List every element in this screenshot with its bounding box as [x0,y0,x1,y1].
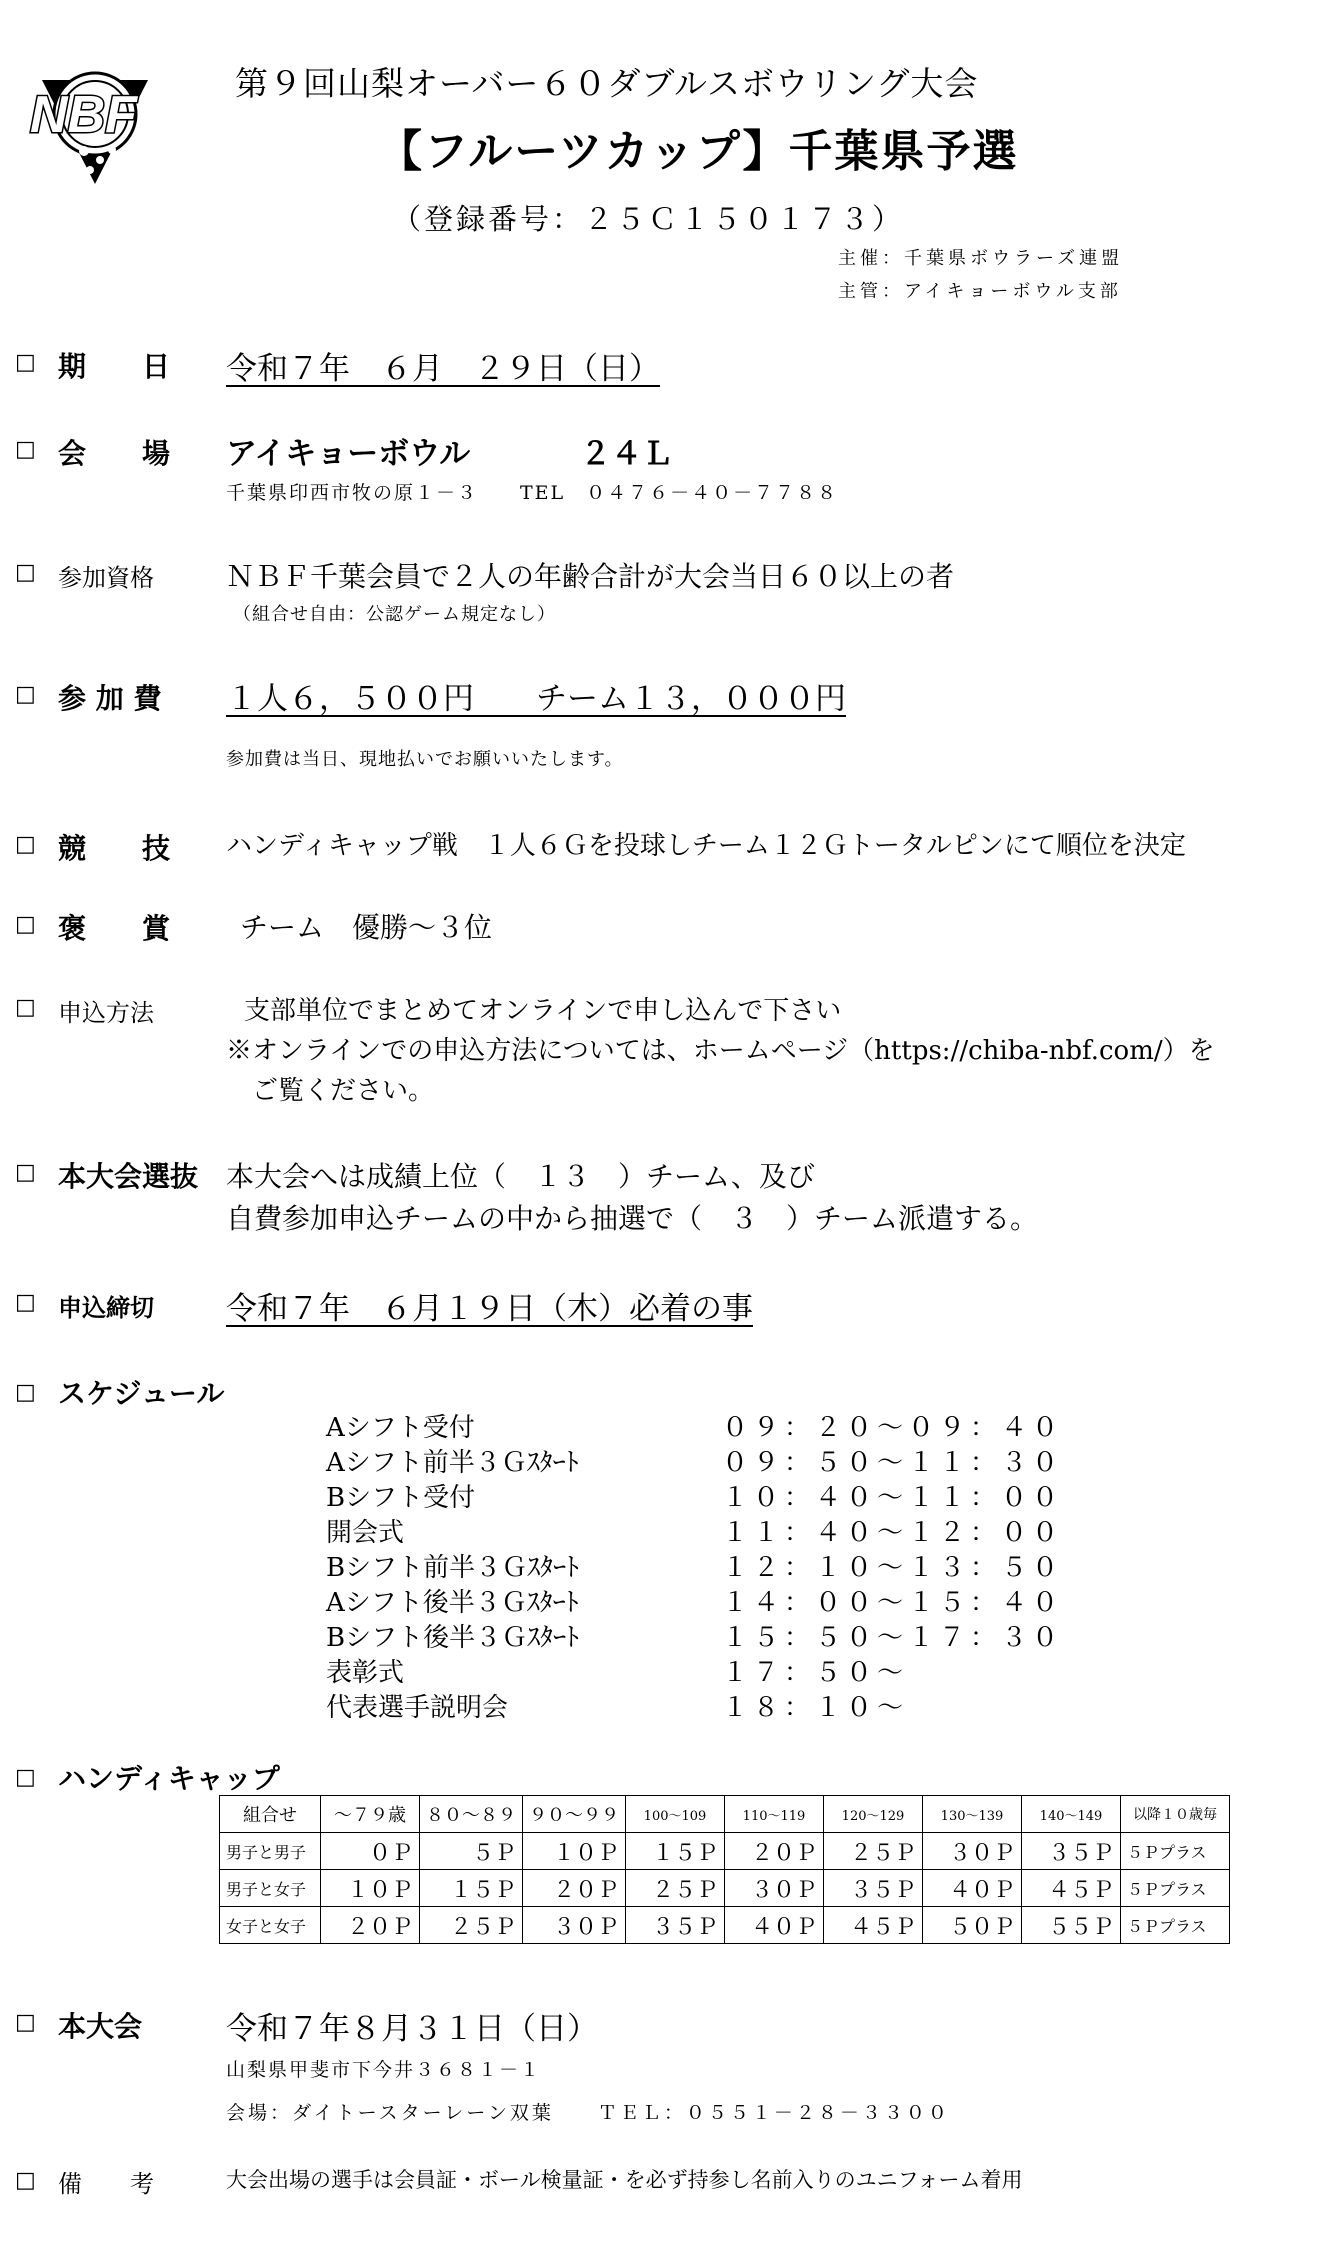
schedule-event: 開会式 [326,1518,405,1548]
checkbox-icon: □ [15,912,36,937]
main-tournament-venue: 会場：ダイトースターレーン双葉 ＴＥＬ：０５５１－２８－３３００ [226,2102,950,2124]
table-cell: ４５Ｐ [1022,1870,1121,1907]
schedule-event: Aシフト後半３Ｇｽﾀｰﾄ [326,1588,579,1618]
table-header-cell: 140～149 [1022,1796,1121,1833]
schedule-time: １４：００～１５：４０ [722,1588,1064,1618]
awards-value: チーム 優勝～３位 [240,911,493,944]
table-header-cell: 100～109 [626,1796,725,1833]
schedule-label: スケジュール [58,1377,225,1410]
table-cell: ５Ｐプラス [1121,1870,1230,1907]
schedule-time: １８：１０～ [722,1693,909,1723]
table-cell: ３５Ｐ [626,1907,725,1944]
main-tournament-date: 令和７年８月３１日（日） [226,2011,598,2047]
competition-value: ハンディキャップ戦 １人６Ｇを投球しチーム１２Ｇトータルピンにて順位を決定 [226,831,1186,861]
table-cell: ４５Ｐ [824,1907,923,1944]
table-cell: ２０Ｐ [523,1870,626,1907]
date-label: 期 日 [58,350,171,383]
table-cell: ３５Ｐ [824,1870,923,1907]
deadline-value: 令和７年 ６月１９日（木）必着の事 [226,1291,753,1327]
competition-label: 競 技 [58,832,171,865]
table-cell: ３５Ｐ [1022,1833,1121,1870]
eligibility-label: 参加資格 [58,564,154,592]
selection-line-1: 本大会へは成績上位（ １３ ）チーム、及び [226,1160,815,1193]
table-row [220,1907,1230,1944]
checkbox-icon: □ [15,1160,36,1185]
schedule-event: Bシフト受付 [326,1483,476,1513]
table-header-row [220,1796,1230,1833]
table-cell: １０Ｐ [523,1833,626,1870]
table-cell: 女子と女子 [220,1907,321,1944]
nbf-logo [20,52,165,192]
remarks-value: 大会出場の選手は会員証・ボール検量証・を必ず持参し名前入りのユニフォーム着用 [226,2168,1023,2192]
checkbox-icon: □ [15,1765,36,1790]
schedule-event: 表彰式 [326,1658,405,1688]
table-cell: ３０Ｐ [725,1870,824,1907]
date-value: 令和７年 ６月 ２９日（日） [226,351,660,387]
handicap-label: ハンディキャップ [58,1762,280,1795]
table-header-cell: 以降１０歳毎 [1121,1796,1230,1833]
schedule-event: Bシフト後半３Ｇｽﾀｰﾄ [326,1623,580,1653]
table-header-cell: ８０～８９ [420,1796,523,1833]
schedule-time: １２：１０～１３：５０ [722,1553,1064,1583]
table-header-cell: 120～129 [824,1796,923,1833]
table-cell: ３０Ｐ [923,1833,1022,1870]
table-cell: ２５Ｐ [420,1907,523,1944]
checkbox-icon: □ [15,350,36,375]
venue-name: アイキョーボウル [226,436,471,472]
eligibility-note: （組合せ自由：公認ゲーム規定なし） [233,604,556,625]
venue-lanes: ２４Ｌ [580,436,673,472]
title-line-2: 【フルーツカップ】千葉県予選 [378,126,1019,177]
manager: 主管：アイキョーボウル支部 [838,281,1122,302]
schedule-event: Aシフト前半３Ｇｽﾀｰﾄ [326,1448,579,1478]
table-cell: 男子と男子 [220,1833,321,1870]
checkbox-icon: □ [15,560,36,585]
table-header-cell: 組合せ [220,1796,321,1833]
registration-number: （登録番号：２５Ｃ１５０１７３） [392,202,905,236]
eligibility-value: ＮＢＦ千葉会員で２人の年齢合計が大会当日６０以上の者 [226,560,955,593]
schedule-time: ０９：５０～１１：３０ [722,1448,1064,1478]
main-tournament-label: 本大会 [58,2010,143,2043]
table-cell: １０Ｐ [321,1870,420,1907]
schedule-time: ０９：２０～０９：４０ [722,1413,1064,1443]
fee-value: １人６，５００円 チーム１３，０００円 [226,681,846,717]
fee-label: 参 加 費 [58,682,162,715]
table-cell: ２５Ｐ [626,1870,725,1907]
table-row [220,1833,1230,1870]
table-cell: ２０Ｐ [321,1907,420,1944]
schedule-time: １５：５０～１７：３０ [722,1623,1064,1653]
table-cell: ２０Ｐ [725,1833,824,1870]
selection-label: 本大会選抜 [58,1160,199,1193]
checkbox-icon: □ [15,1290,36,1315]
table-cell: ４０Ｐ [725,1907,824,1944]
application-label: 申込方法 [58,999,154,1027]
table-cell: ５Ｐプラス [1121,1907,1230,1944]
checkbox-icon: □ [15,2010,36,2035]
schedule-time: １１：４０～１２：００ [722,1518,1064,1548]
table-header-cell: ～７９歳 [321,1796,420,1833]
svg-text:NBF: NBF [30,86,137,144]
table-header-cell: 110～119 [725,1796,824,1833]
remarks-label: 備 考 [58,2170,154,2198]
selection-line-2: 自費参加申込チームの中から抽選で（ ３ ）チーム派遣する。 [226,1202,1039,1235]
deadline-label: 申込締切 [58,1293,154,1322]
venue-label: 会 場 [58,437,171,470]
table-cell: ５５Ｐ [1022,1907,1121,1944]
schedule-event: 代表選手説明会 [326,1693,509,1723]
table-header-cell: ９０～９９ [523,1796,626,1833]
application-line-2: ※オンラインでの申込方法については、ホームページ（https://chiba-nbf.com/）を [226,1036,1215,1066]
table-row [220,1870,1230,1907]
application-line-1: 支部単位でまとめてオンラインで申し込んで下さい [244,996,842,1026]
checkbox-icon: □ [15,1380,36,1405]
venue-address: 千葉県印西市牧の原１－３ TEL ０４７６－４０－７７８８ [226,482,839,504]
checkbox-icon: □ [15,2168,36,2193]
schedule-event: Bシフト前半３Ｇｽﾀｰﾄ [326,1553,580,1583]
title-line-1: 第９回山梨オーバー６０ダブルスボウリング大会 [235,64,979,103]
checkbox-icon: □ [15,832,36,857]
awards-label: 褒 賞 [58,912,171,945]
main-tournament-address: 山梨県甲斐市下今井３６８１－１ [226,2059,542,2081]
table-cell: ４０Ｐ [923,1870,1022,1907]
application-line-3: ご覧ください。 [252,1076,435,1106]
schedule-time: １７：５０～ [722,1658,909,1688]
table-cell: ３０Ｐ [523,1907,626,1944]
checkbox-icon: □ [15,682,36,707]
table-cell: １５Ｐ [626,1833,725,1870]
organizer: 主催：千葉県ボウラーズ連盟 [838,248,1124,269]
fee-note: 参加費は当日、現地払いでお願いいたします。 [226,749,624,770]
schedule-time: １０：４０～１１：００ [722,1483,1064,1513]
schedule-event: Aシフト受付 [326,1413,475,1443]
table-cell: ２５Ｐ [824,1833,923,1870]
checkbox-icon: □ [15,995,36,1020]
table-cell: 男子と女子 [220,1870,321,1907]
handicap-table [219,1795,1230,1944]
table-cell: ５Ｐ [420,1833,523,1870]
checkbox-icon: □ [15,437,36,462]
table-cell: ５Ｐプラス [1121,1833,1230,1870]
table-cell: １５Ｐ [420,1870,523,1907]
table-header-cell: 130～139 [923,1796,1022,1833]
table-cell: ５０Ｐ [923,1907,1022,1944]
table-cell: ０Ｐ [321,1833,420,1870]
